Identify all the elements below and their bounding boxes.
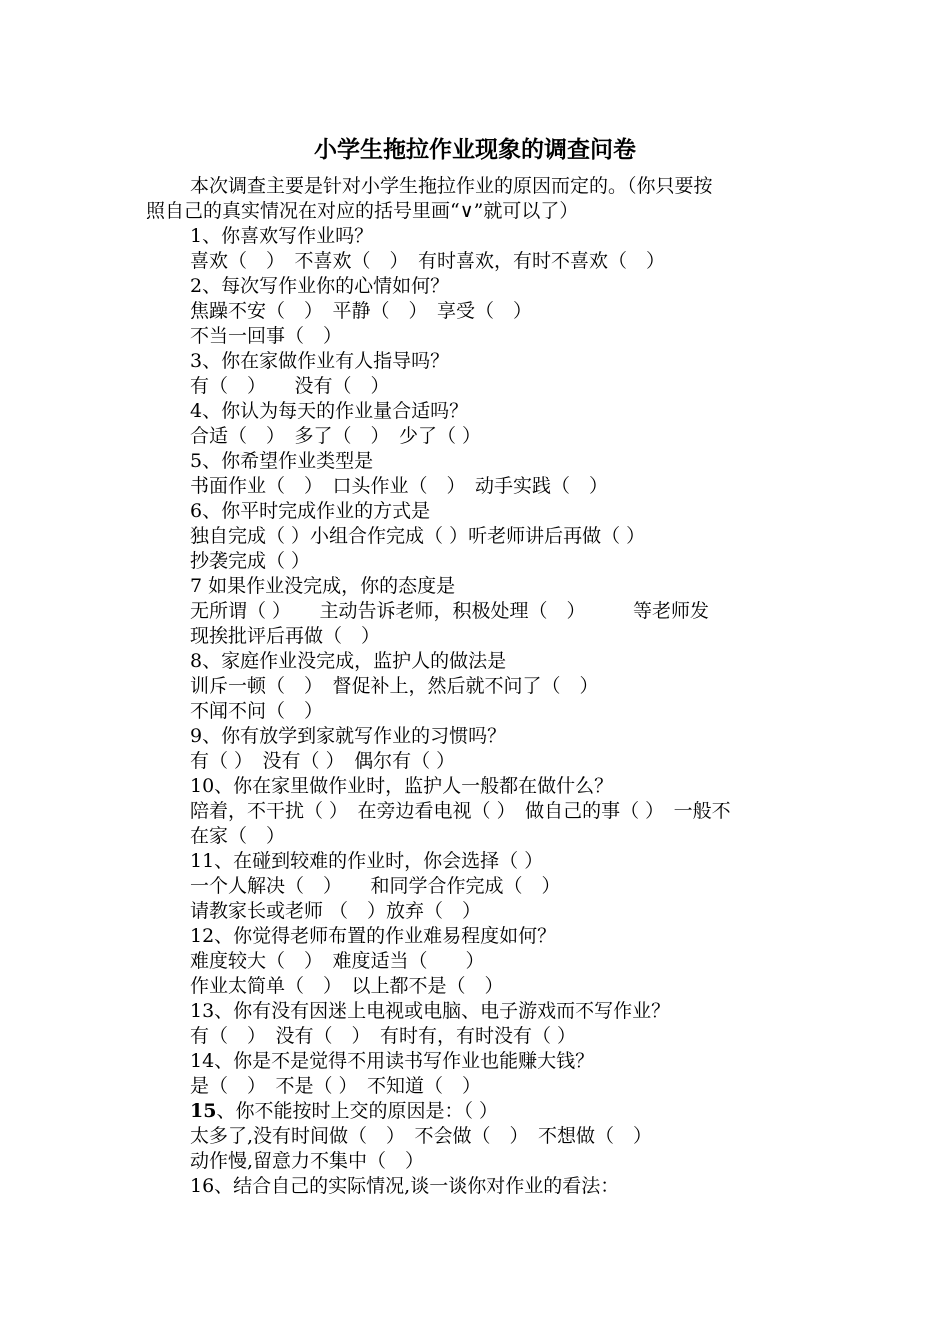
question-10: 10、你在家里做作业时，监护人一般都在做什么？ bbox=[190, 775, 614, 797]
question-7: 7 如果作业没完成，你的态度是 bbox=[190, 575, 456, 597]
options-8-line-1: 训斥一顿（ ） 督促补上，然后就不问了（ ） bbox=[190, 675, 599, 697]
options-15-line-2: 动作慢,留意力不集中（ ） bbox=[190, 1150, 425, 1172]
options-6-line-1: 独自完成（ ）小组合作完成（ ）听老师讲后再做（ ） bbox=[190, 525, 646, 547]
intro-line-1: 本次调查主要是针对小学生拖拉作业的原因而定的。（你只要按 bbox=[190, 175, 713, 197]
options-5: 书面作业（ ） 口头作业（ ） 动手实践（ ） bbox=[190, 475, 609, 497]
options-4: 合适（ ） 多了（ ） 少了（ ） bbox=[190, 425, 482, 447]
question-1: 1、你喜欢写作业吗？ bbox=[190, 225, 374, 247]
options-6-line-2: 抄袭完成（ ） bbox=[190, 550, 311, 572]
options-13: 有（ ） 没有（ ） 有时有，有时没有（ ） bbox=[190, 1025, 577, 1047]
options-15-line-1: 太多了,没有时间做（ ） 不会做（ ） 不想做（ ） bbox=[190, 1125, 653, 1147]
page-title: 小学生拖拉作业现象的调查问卷 bbox=[314, 136, 636, 163]
question-15-number: 15 bbox=[190, 1100, 217, 1122]
options-7-line-1: 无所谓（ ） 主动告诉老师，积极处理（ ） 等老师发 bbox=[190, 600, 710, 622]
intro-line-2: 照自己的真实情况在对应的括号里画“∨”就可以了） bbox=[146, 200, 579, 222]
options-12-line-2: 作业太简单（ ） 以上都不是（ ） bbox=[190, 975, 504, 997]
question-13: 13、你有没有因迷上电视或电脑、电子游戏而不写作业？ bbox=[190, 1000, 671, 1022]
question-15-text: 、你不能按时上交的原因是：（ ） bbox=[216, 1100, 498, 1122]
question-8: 8、家庭作业没完成，监护人的做法是 bbox=[190, 650, 507, 672]
options-2-line-1: 焦躁不安（ ） 平静（ ） 享受（ ） bbox=[190, 300, 533, 322]
options-12-line-1: 难度较大（ ） 难度适当（ ） bbox=[190, 950, 485, 972]
question-6: 6、你平时完成作业的方式是 bbox=[190, 500, 431, 522]
options-11-line-1: 一个人解决（ ） 和同学合作完成（ ） bbox=[190, 875, 561, 897]
question-2: 2、每次写作业你的心情如何？ bbox=[190, 275, 450, 297]
options-1: 喜欢（ ） 不喜欢（ ） 有时喜欢，有时不喜欢（ ） bbox=[190, 250, 666, 272]
options-9: 有（ ） 没有（ ） 偶尔有（ ） bbox=[190, 750, 456, 772]
question-15 bbox=[190, 1099, 498, 1123]
question-5: 5、你希望作业类型是 bbox=[190, 450, 374, 472]
question-12: 12、你觉得老师布置的作业难易程度如何？ bbox=[190, 925, 557, 947]
options-10-line-1: 陪着，不干扰（ ） 在旁边看电视（ ） 做自己的事（ ） 一般不 bbox=[190, 800, 731, 822]
options-8-line-2: 不闻不问（ ） bbox=[190, 700, 324, 722]
options-11-line-2: 请教家长或老师 （ ）放弃（ ） bbox=[190, 900, 482, 922]
options-7-line-2: 现挨批评后再做（ ） bbox=[190, 625, 381, 647]
options-14: 是（ ） 不是（ ） 不知道（ ） bbox=[190, 1075, 482, 1097]
options-3: 有（ ） 没有（ ） bbox=[190, 375, 390, 397]
question-16: 16、结合自己的实际情况,谈一谈你对作业的看法： bbox=[190, 1175, 620, 1197]
options-10-line-2: 在家（ ） bbox=[190, 825, 286, 847]
question-9: 9、你有放学到家就写作业的习惯吗？ bbox=[190, 725, 507, 747]
question-14: 14、你是不是觉得不用读书写作业也能赚大钱？ bbox=[190, 1050, 595, 1072]
question-4: 4、你认为每天的作业量合适吗？ bbox=[190, 400, 469, 422]
question-3: 3、你在家做作业有人指导吗？ bbox=[190, 350, 450, 372]
options-2-line-2: 不当一回事（ ） bbox=[190, 325, 343, 347]
question-11: 11、在碰到较难的作业时，你会选择（ ） bbox=[190, 850, 544, 872]
